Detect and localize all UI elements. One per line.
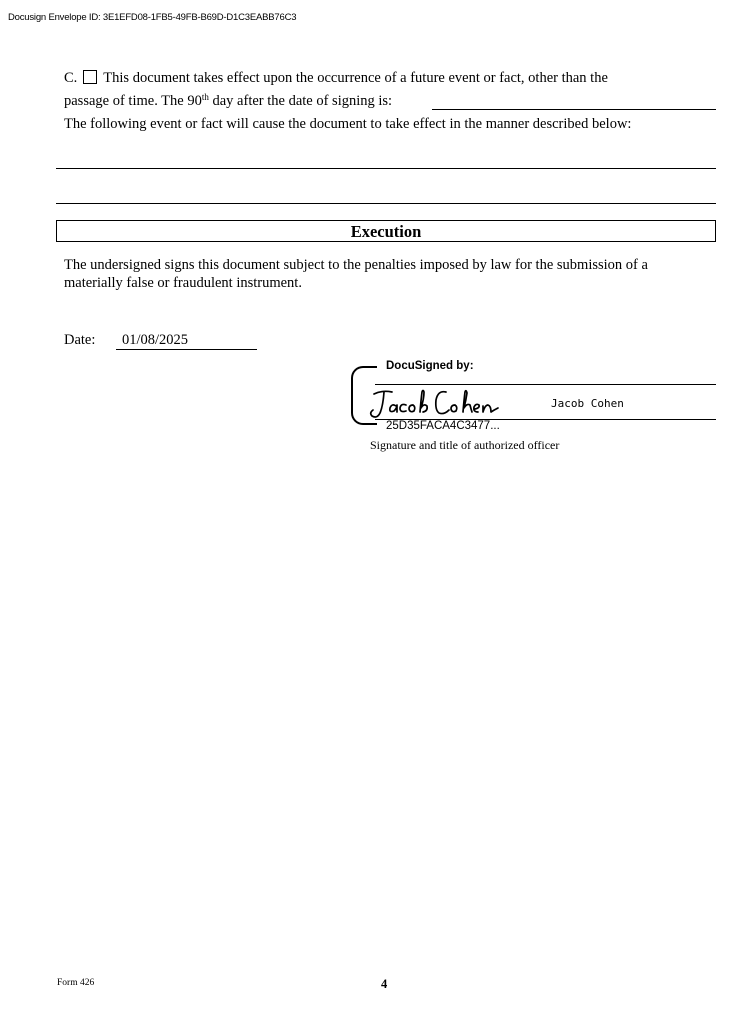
- event-blank-line-2[interactable]: [56, 203, 716, 204]
- execution-line2: materially false or fraudulent instrument.: [64, 275, 302, 291]
- section-c-line1: [64, 70, 608, 87]
- execution-paragraph: [64, 256, 714, 292]
- section-c-line3: The following event or fact will cause the document to take effect in the manner described below:: [64, 116, 632, 132]
- section-c-letter: C.: [64, 70, 78, 86]
- ninetieth-day-blank[interactable]: [432, 109, 716, 110]
- signature-caption: Signature and title of authorized officer: [370, 438, 560, 452]
- handwritten-signature: [366, 386, 514, 420]
- execution-line1: The undersigned signs this document subject to the penalties imposed by law for the submission of a: [64, 257, 648, 273]
- docusigned-by-label: DocuSigned by:: [386, 360, 474, 372]
- event-blank-line-1[interactable]: [56, 168, 716, 169]
- signer-printed-name: Jacob Cohen: [551, 397, 624, 410]
- ordinal-suffix: th: [201, 92, 209, 102]
- date-label: Date:: [64, 332, 96, 348]
- docusign-id: 25D35FACA4C3477...: [386, 420, 500, 432]
- date-underline: [116, 349, 257, 350]
- section-c-checkbox[interactable]: [83, 70, 97, 84]
- date-value[interactable]: 01/08/2025: [122, 332, 189, 348]
- execution-heading-box: [56, 220, 716, 242]
- footer-page-number: 4: [381, 977, 388, 991]
- section-c-text2-pre: passage of time. The 90: [64, 93, 202, 109]
- execution-heading: Execution: [350, 222, 422, 241]
- section-c-text1: This document takes effect upon the occurrence of a future event or fact, other than the: [103, 70, 608, 86]
- section-c-line2: [64, 93, 392, 110]
- section-c-text2-post: day after the date of signing is:: [208, 93, 393, 109]
- footer-form-number: Form 426: [57, 978, 95, 988]
- signature-top-line: [375, 384, 716, 385]
- envelope-id: Docusign Envelope ID: 3E1EFD08-1FB5-49FB-B69D-D1C3EABB76C3: [8, 12, 297, 23]
